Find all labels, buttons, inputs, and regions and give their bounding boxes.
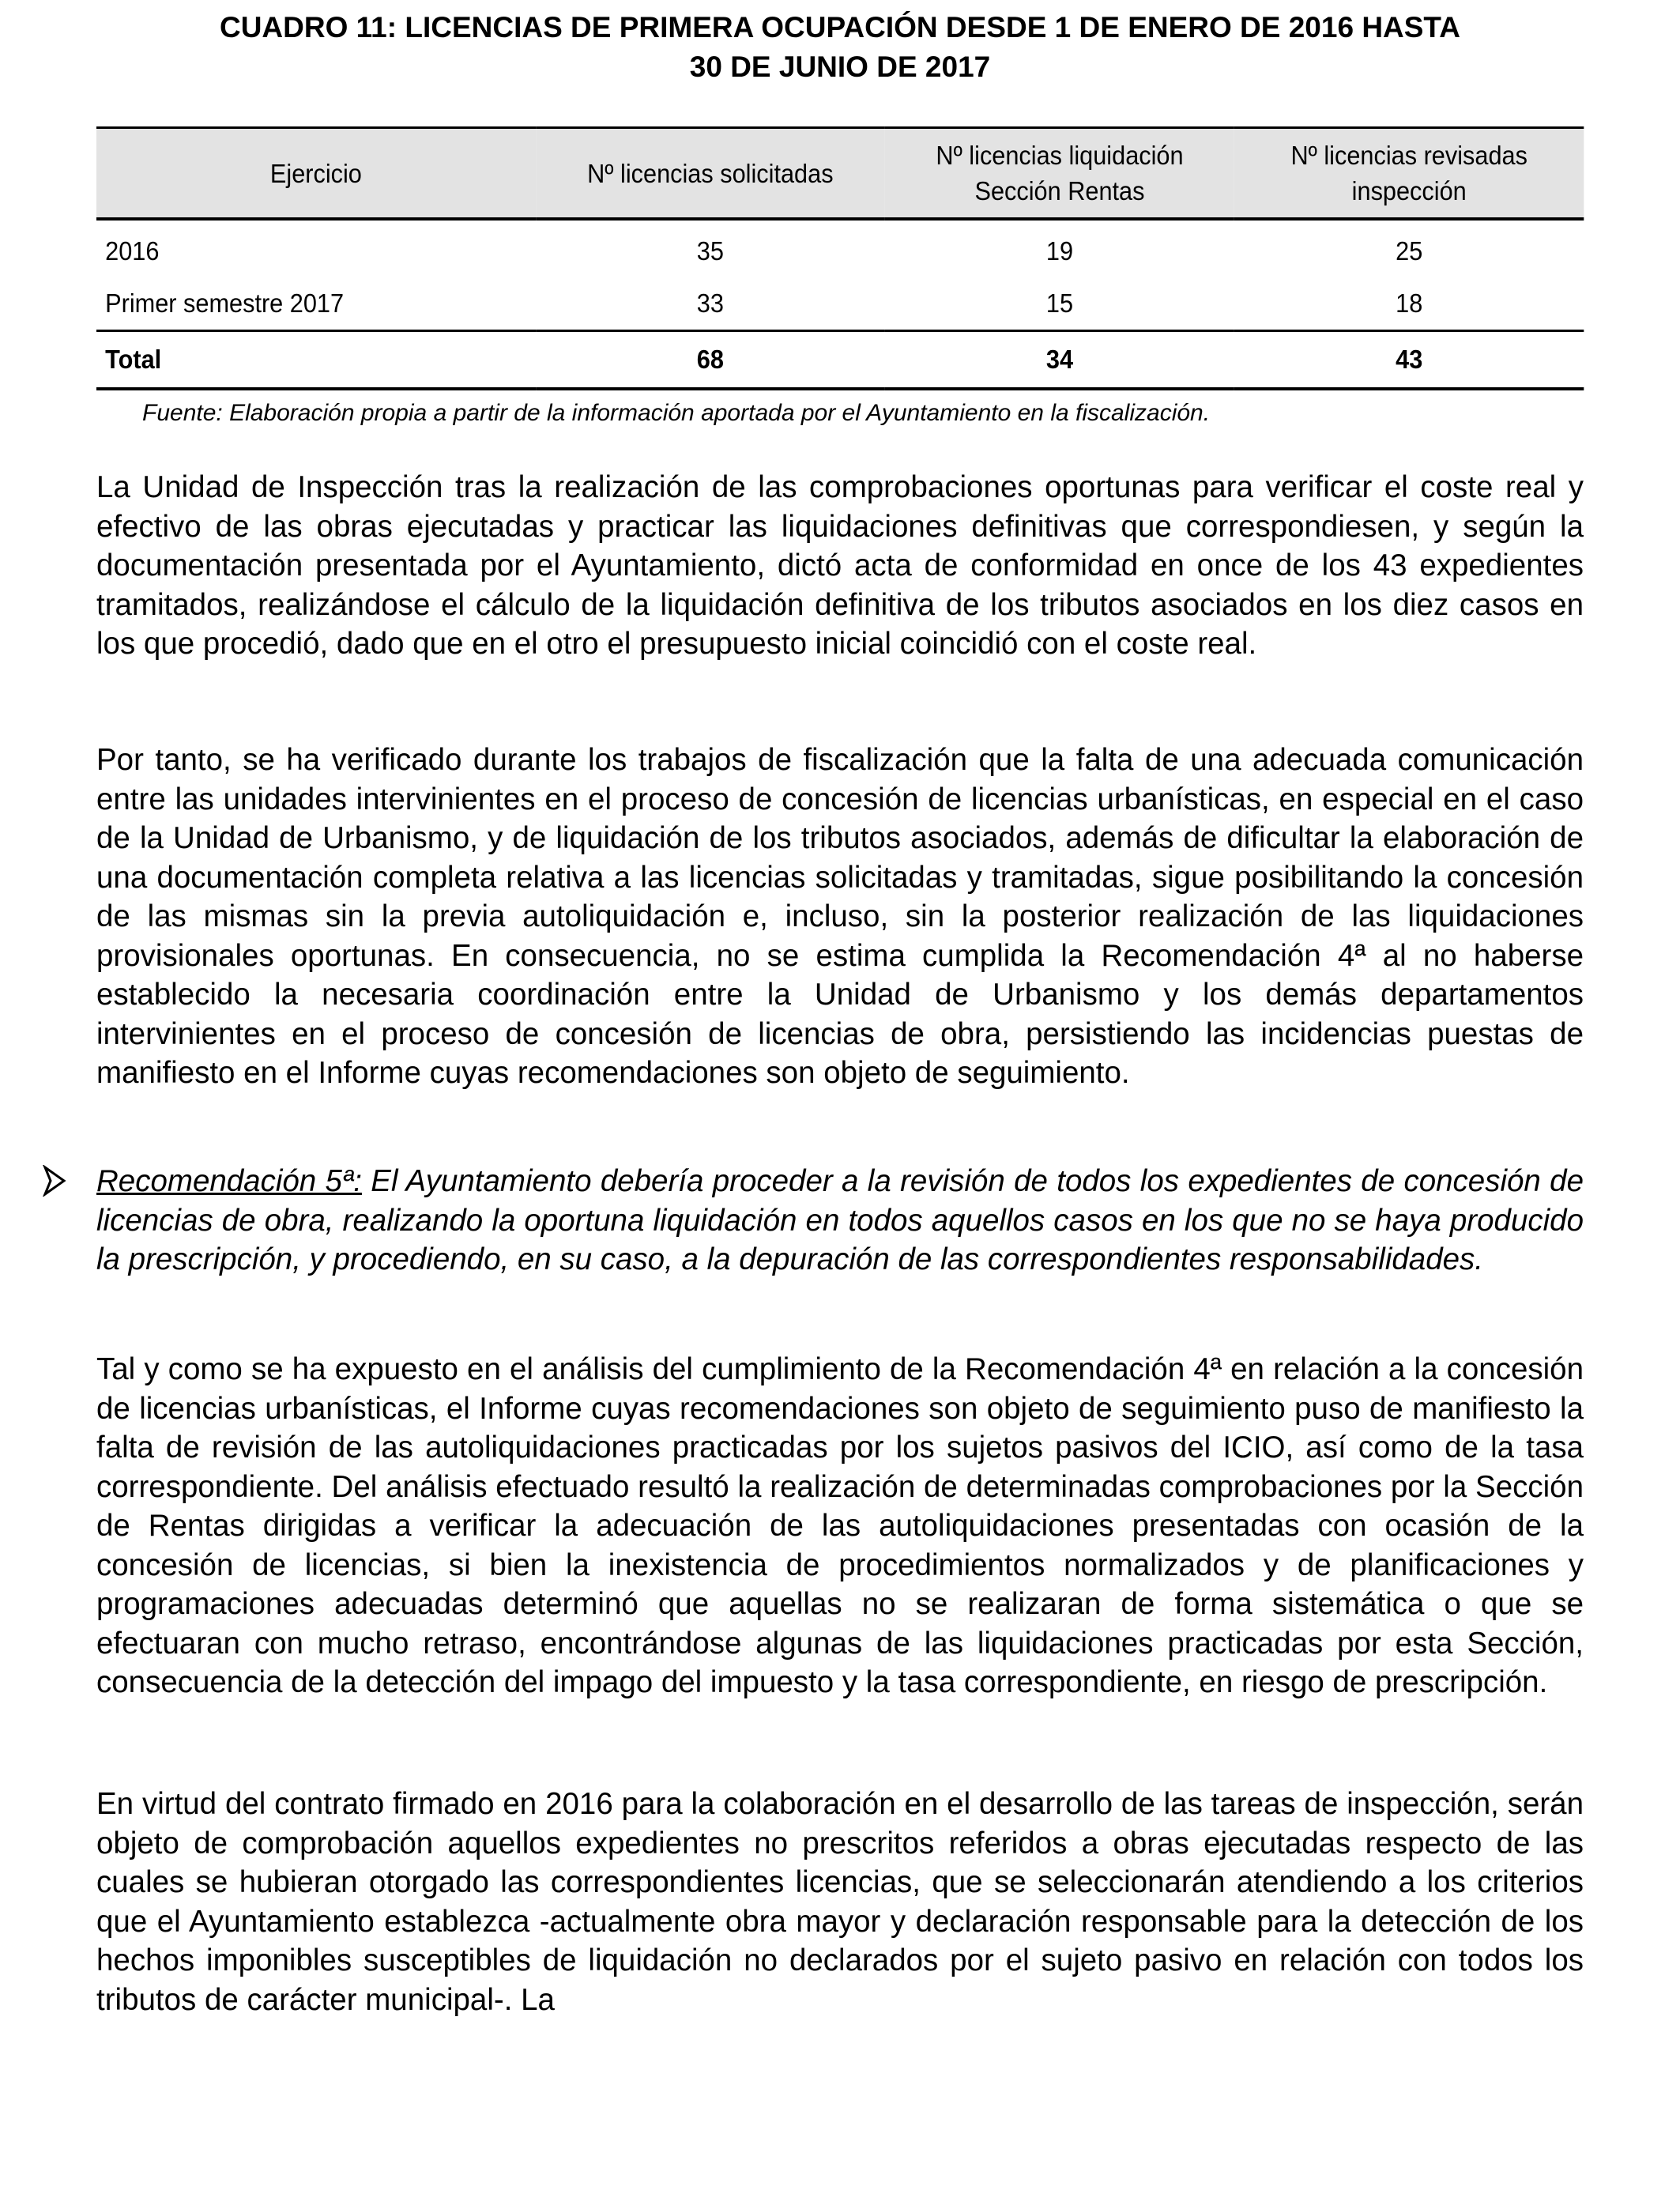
table-row	[96, 219, 1584, 277]
paragraph-analysis: Tal y como se ha expuesto en el análisis del cumplimiento de la Recomendación 4ª en relación a la concesión de licencias urbanísticas, el Informe cuyas recomendaciones son objeto de seguimiento puso de manifiesto la falta de revisión de las autoliquidaciones practicadas por los sujetos pasivos del ICIO, así como de la tasa correspondiente. Del análisis efectuado resultó la realización de determinadas comprobaciones por la Sección de Rentas dirigidas a verificar la adecuación de las autoliquidaciones presentadas con ocasión de la concesión de licencias, si bien la inexistencia de procedimientos normalizados y de planificaciones y programaciones adecuadas determinó que aquellas no se realizaran de forma sistemática o que se efectuaran con mucho retraso, encontrándose algunas de las liquidaciones practicadas por esta Sección, consecuencia de la detección del impago del impuesto y la tasa correspondiente, en riesgo de prescripción.	[96, 1352, 1584, 1699]
recommendation-5	[96, 1162, 1584, 1280]
licenses-table	[96, 126, 1584, 390]
paragraph-inspection: La Unidad de Inspección tras la realización de las comprobaciones oportunas para verificar el coste real y efectivo de las obras ejecutadas y practicar las liquidaciones definitivas que correspondiesen, y según la documentación presentada por el Ayuntamiento, dictó acta de conformidad en once de los 43 expedientes tramitados, realizándose el cálculo de la liquidación definitiva de los tributos asociados en los diez casos en los que procedió, dado que en el otro el presupuesto inicial coincidió con el coste real.	[96, 470, 1584, 661]
cell-solicitadas: 35	[696, 236, 724, 266]
header-revisadas	[1234, 128, 1584, 220]
cell-liquidacion: 19	[1045, 236, 1074, 266]
header-solicitadas: Nº licencias solicitadas	[536, 128, 885, 220]
table-title-line-1: CUADRO 11: LICENCIAS DE PRIMERA OCUPACIÓN DESDE 1 DE ENERO DE 2016 HASTA	[219, 11, 1461, 43]
total-label: Total	[96, 331, 536, 390]
paragraph-contract: En virtud del contrato firmado en 2016 para la colaboración en el desarrollo de las tareas de inspección, serán objeto de comprobación aquellos expedientes no prescritos referidos a obras ejecutadas respecto de las cuales se hubieran otorgado las correspondientes licencias, que se seleccionarán atendiendo a los criterios que el Ayuntamiento establezca -actualmente obra mayor y declaración responsable para la detección de los hechos imponibles susceptibles de liquidación no declarados por el sujeto pasivo en relación con todos los tributos de carácter municipal-. La	[96, 1787, 1584, 2017]
paragraph-coordination: Por tanto, se ha verificado durante los trabajos de fiscalización que la falta de una adecuada comunicación entre las unidades intervinientes en el proceso de concesión de licencias urbanísticas, en especial en el caso de la Unidad de Urbanismo, y de liquidación de los tributos asociados, además de dificultar la elaboración de una documentación completa relativa a las licencias solicitadas y tramitadas, sigue posibilitando la concesión de las mismas sin la previa autoliquidación e, incluso, sin la posterior realización de las liquidaciones provisionales oportunas. En consecuencia, no se estima cumplida la Recomendación 4ª al no haberse establecido la necesaria coordinación entre la Unidad de Urbanismo y los demás departamentos intervinientes en el proceso de concesión de licencias de obra, persistiendo las incidencias puestas de manifiesto en el Informe cuyas recomendaciones son objeto de seguimiento.	[96, 743, 1584, 1090]
table-header-row	[96, 128, 1584, 220]
table-title	[96, 8, 1584, 87]
total-liquidacion: 34	[885, 331, 1234, 390]
cell-ejercicio: 2016	[105, 236, 160, 266]
table-title-line-2: 30 DE JUNIO DE 2017	[689, 51, 991, 83]
header-liquidacion-line-2: Sección Rentas	[974, 176, 1145, 205]
total-solicitadas: 68	[536, 331, 885, 390]
cell-solicitadas: 33	[696, 288, 724, 318]
header-liquidacion	[885, 128, 1234, 220]
table-row	[96, 277, 1584, 331]
table-source-note: Fuente: Elaboración propia a partir de la información aportada por el Ayuntamiento en la fiscalización.	[142, 400, 1211, 426]
arrow-bullet-icon	[43, 1165, 66, 1197]
recommendation-5-label: Recomendación 5ª:	[96, 1164, 362, 1198]
total-revisadas: 43	[1234, 331, 1584, 390]
cell-revisadas: 18	[1396, 288, 1423, 318]
header-revisadas-line-1: Nº licencias revisadas	[1290, 141, 1527, 170]
header-ejercicio: Ejercicio	[96, 128, 536, 220]
table-total-row	[96, 331, 1584, 390]
recommendation-5-text: El Ayuntamiento debería proceder a la revisión de todos los expedientes de concesión de licencias de obra, realizando la oportuna liquidación en todos aquellos casos en los que no se haya producido la prescripción, y procediendo, en su caso, a la depuración de las correspondientes responsabilidades.	[96, 1164, 1584, 1276]
licenses-table-container	[96, 126, 1584, 390]
header-revisadas-line-2: inspección	[1351, 176, 1467, 205]
cell-liquidacion: 15	[1045, 288, 1074, 318]
cell-revisadas: 25	[1396, 236, 1423, 266]
header-liquidacion-line-1: Nº licencias liquidación	[936, 141, 1184, 170]
cell-ejercicio: Primer semestre 2017	[105, 288, 345, 318]
